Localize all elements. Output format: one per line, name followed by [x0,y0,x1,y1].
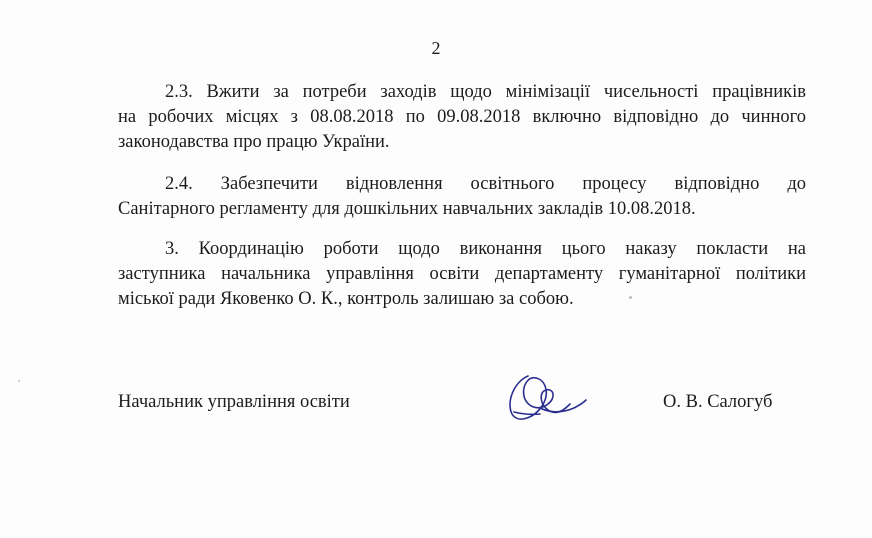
paragraph-line: на робочих місцях з 08.08.2018 по 09.08.2018 включно відповідно до чинного [118,107,806,127]
paragraph-line: 3. Координацію роботи щодо виконання цього наказу покласти на [165,239,806,259]
paragraph-3 [118,237,806,312]
paragraph-2-3 [118,80,806,155]
signatory-title: Начальник управління освіти [118,392,350,412]
handwritten-signature [500,368,590,428]
scan-speck [18,380,20,382]
paragraph-line: законодавства про працю України. [118,132,390,152]
paragraph-2-4 [118,172,806,222]
paragraph-line: Санітарного регламенту для дошкільних навчальних закладів 10.08.2018. [118,199,696,219]
page-number: 2 [431,38,441,58]
scan-speck [629,296,632,299]
paragraph-line: міської ради Яковенко О. К., контроль залишаю за собою. [118,289,574,309]
signatory-name: О. В. Салогуб [663,392,773,412]
paragraph-line: 2.3. Вжити за потреби заходів щодо мінімізації чисельності працівників [165,82,806,102]
paragraph-line: заступника начальника управління освіти департаменту гуманітарної політики [118,264,806,284]
paragraph-line: 2.4. Забезпечити відновлення освітнього процесу відповідно до [165,174,806,194]
